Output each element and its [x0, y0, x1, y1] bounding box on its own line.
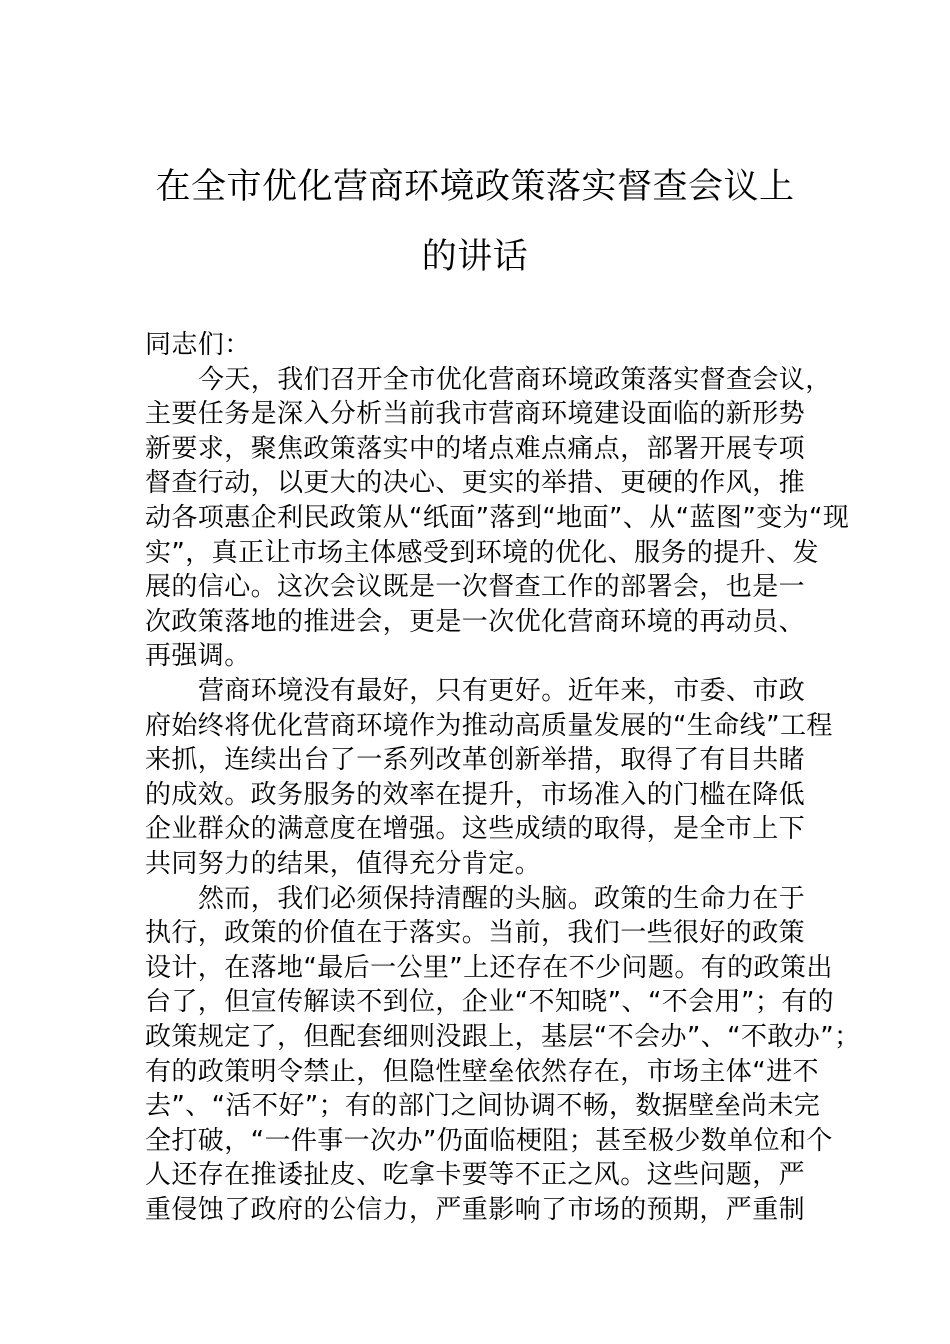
body-text-line: 政策规定了，但配套细则没跟上，基层“不会办”、“不敢办”； [145, 1022, 861, 1052]
document-title-line-1: 在全市优化营商环境政策落实督查会议上 [155, 167, 795, 207]
body-text-line: 然而，我们必须保持清醒的头脑。政策的生命力在于 [198, 883, 806, 914]
body-text-line: 督查行动，以更大的决心、更实的举措、更硬的作风，推 [145, 468, 806, 499]
body-text-line: 再强调。 [145, 641, 251, 672]
body-text-line: 设计，在落地“最后一公里”上还存在不少问题。有的政策出 [145, 952, 833, 983]
body-text-line: 执行，政策的价值在于落实。当前，我们一些很好的政策 [145, 918, 806, 949]
body-text-line: 展的信心。这次会议既是一次督查工作的部署会，也是一 [145, 572, 806, 603]
body-text-line: 次政策落地的推进会，更是一次优化营商环境的再动员、 [145, 606, 806, 637]
body-text-line: 去”、“活不好”；有的部门之间协调不畅，数据壁垒尚未完 [145, 1091, 821, 1122]
body-text-line: 全打破，“一件事一次办”仍面临梗阻；甚至极少数单位和个 [145, 1125, 833, 1156]
body-text-line: 重侵蚀了政府的公信力，严重影响了市场的预期，严重制 [145, 1195, 806, 1225]
body-text-line: 台了，但宣传解读不到位，企业“不知晓”、“不会用”；有的 [145, 987, 835, 1018]
body-text-line: 主要任务是深入分析当前我市营商环境建设面临的新形势 [145, 399, 806, 430]
body-text-line: 的成效。政务服务的效率在提升，市场准入的门槛在降低 [145, 779, 806, 810]
body-text-line: 实”，真正让市场主体感受到环境的优化、服务的提升、发 [145, 537, 819, 568]
body-text-line: 同志们： [145, 330, 251, 360]
body-text-line: 企业群众的满意度在增强。这些成绩的取得，是全市上下 [145, 814, 806, 845]
body-text-line: 新要求，聚焦政策落实中的堵点难点痛点，部署开展专项 [145, 433, 806, 464]
body-text-line: 来抓，连续出台了一系列改革创新举措，取得了有目共睹 [145, 745, 806, 776]
body-text-line: 共同努力的结果，值得充分肯定。 [145, 849, 542, 879]
document-title-line-2: 的讲话 [421, 237, 529, 277]
body-text-line: 府始终将优化营商环境作为推动高质量发展的“生命线”工程 [145, 710, 833, 741]
body-text-line: 营商环境没有最好，只有更好。近年来，市委、市政 [198, 676, 806, 706]
body-text-line: 人还存在推诿扯皮、吃拿卡要等不正之风。这些问题，严 [145, 1160, 806, 1191]
body-text-line: 动各项惠企利民政策从“纸面”落到“地面”、从“蓝图”变为“现 [145, 503, 850, 533]
body-text-line: 今天，我们召开全市优化营商环境政策落实督查会议， [198, 364, 832, 395]
body-text-line: 有的政策明令禁止，但隐性壁垒依然存在，市场主体“进不 [145, 1056, 819, 1087]
